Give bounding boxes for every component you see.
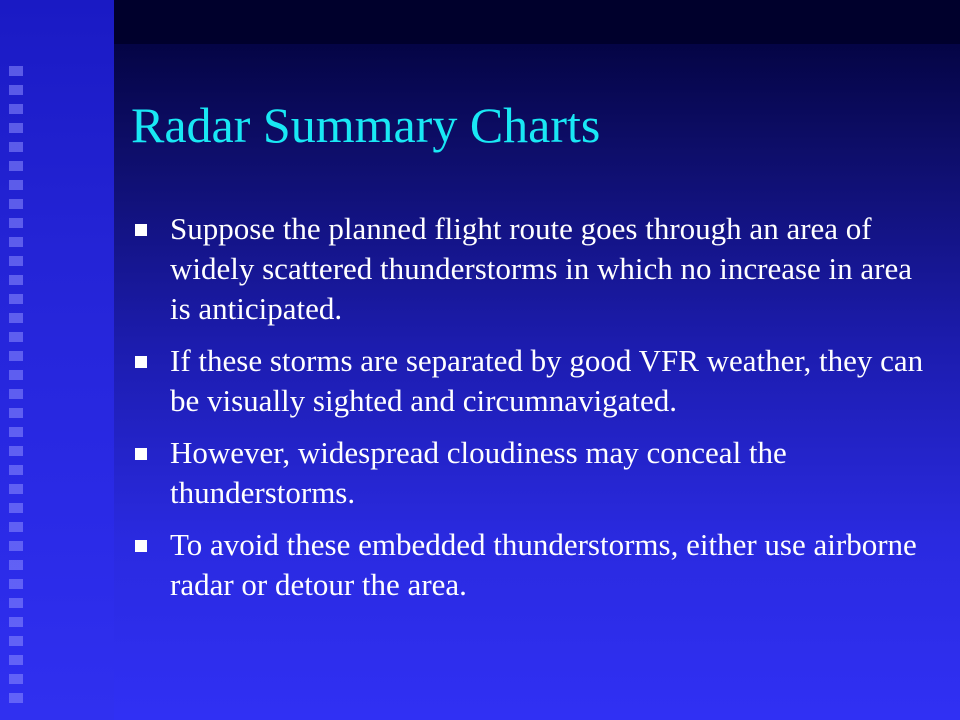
square-bullet-icon (135, 448, 147, 460)
bullet-text: If these storms are separated by good VFR weather, they can be visually sighted and circumnavigated. (170, 343, 924, 418)
square-bullet-icon (135, 540, 147, 552)
bullet-item (131, 525, 931, 605)
bullet-list (131, 209, 931, 617)
bullet-item (131, 433, 931, 513)
square-bullet-icon (135, 356, 147, 368)
bullet-item (131, 209, 931, 329)
left-strip-decoration (0, 0, 114, 720)
square-bullet-icon (135, 224, 147, 236)
bullet-item (131, 341, 931, 421)
bullet-text: Suppose the planned flight route goes through an area of widely scattered thunderstorms in which no increase in area is anticipated. (170, 211, 913, 326)
bullet-text: To avoid these embedded thunderstorms, either use airborne radar or detour the area. (170, 527, 917, 602)
slide-title: Radar Summary Charts (131, 97, 601, 153)
bullet-text: However, widespread cloudiness may conceal the thunderstorms. (170, 435, 787, 510)
top-band-decoration (114, 0, 960, 44)
square-pattern-decoration (9, 66, 23, 706)
